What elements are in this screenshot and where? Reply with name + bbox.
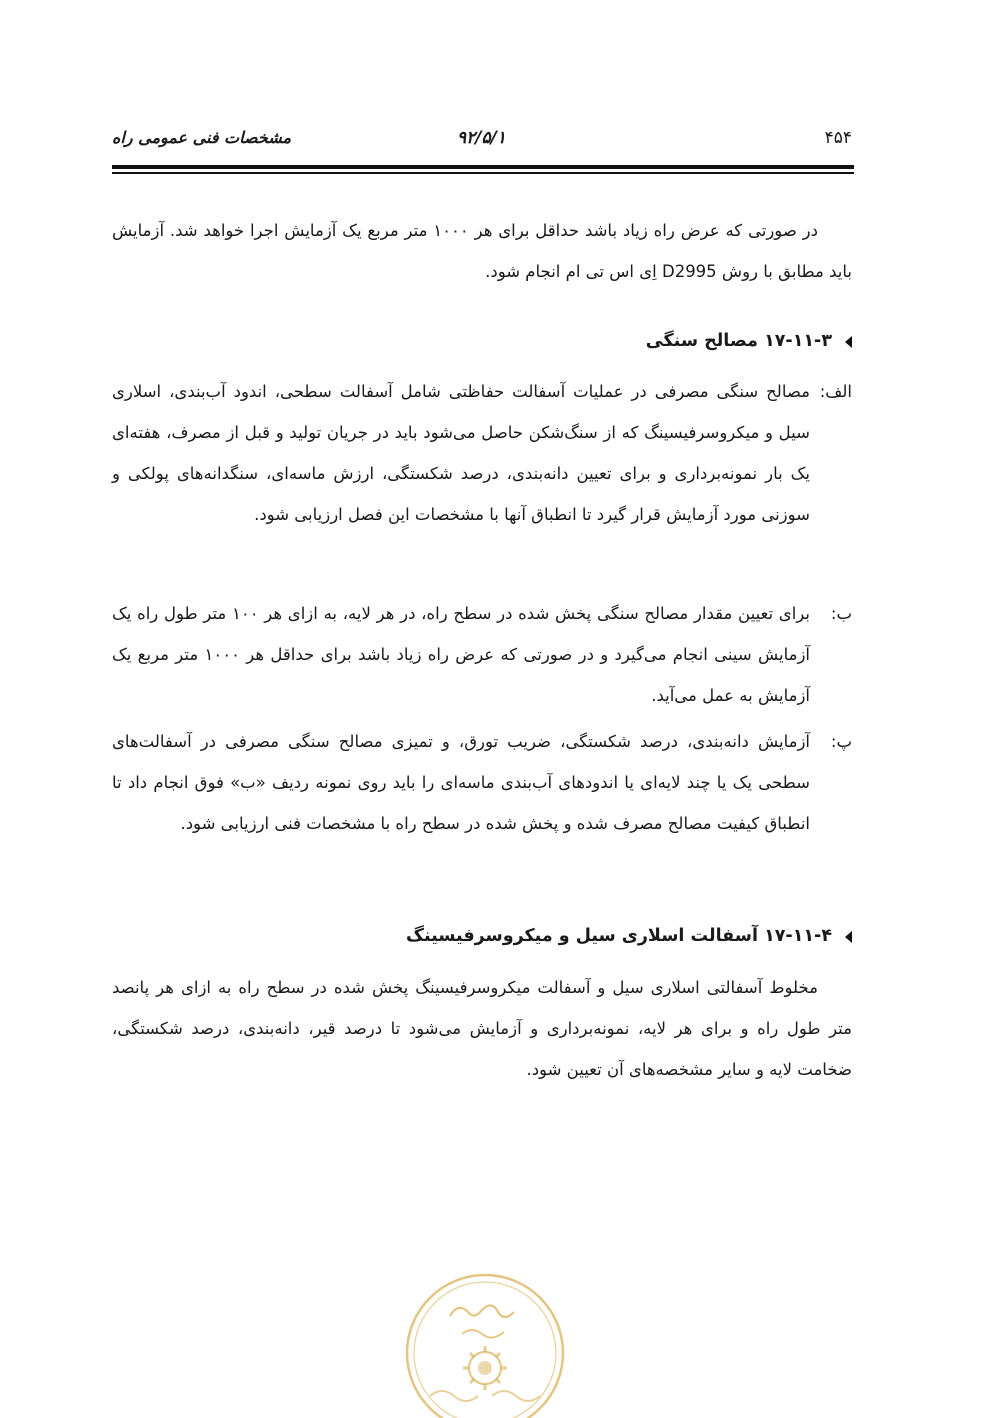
publisher-seal-icon — [400, 1268, 570, 1418]
section-heading-aggregates — [112, 326, 852, 356]
document-code: ۹۲/۵/۱ — [457, 128, 506, 148]
section-title: ۱۷-۱۱-۳ مصالح سنگی — [645, 331, 832, 351]
list-item-text: برای تعیین مقدار مصالح سنگی پخش شده در سطح راه، در هر لایه، به ازای هر ۱۰۰ متر طول راه یک آزمایش سینی انجام می‌گیرد و در صورتی که عرض راه زیاد باشد برای حداقل هر ۱۰۰۰ متر مربع یک آزمایش به عمل می‌آید. — [112, 604, 811, 705]
section-heading-slurry-seal — [112, 921, 852, 951]
list-item — [112, 721, 852, 844]
list-item — [112, 371, 852, 535]
list-marker: ب: — [830, 604, 852, 623]
header-rule-thin — [112, 172, 854, 174]
list-item-text: مصالح سنگی مصرفی در عملیات آسفالت حفاظتی شامل آسفالت سطحی، اندود آب‌بندی، اسلاری سیل و میکروسرفیسینگ که از سنگ‌شکن حاصل می‌شود باید در جریان تولید و قبل از مصرف، هفته‌ای یک بار نمونه‌برداری و برای تعیین دانه‌بندی، درصد شکستگی، ارزش ماسه‌ای، سنگدانه‌های پولکی و سوزنی مورد آزمایش قرار گیرد تا انطباق آنها با مشخصات این فصل ارزیابی شود. — [112, 382, 810, 524]
page-number: ۴۵۴ — [824, 128, 852, 148]
slurry-seal-paragraph: مخلوط آسفالتی اسلاری سیل و آسفالت میکروسرفیسینگ پخش شده در سطح راه به ازای هر پانصد متر طول راه و برای هر لایه، نمونه‌برداری و آزمایش می‌شود تا درصد قیر، دانه‌بندی، درصد شکستگی، ضخامت لایه و سایر مشخصه‌های آن تعیین شود. — [112, 978, 852, 1079]
running-title: مشخصات فنی عمومی راه — [112, 128, 292, 147]
intro-paragraph: در صورتی که عرض راه زیاد باشد حداقل برای هر ۱۰۰۰ متر مربع یک آزمایش اجرا خواهد شد. آزمایش باید مطابق با روش D2995 اِی اس تی ام انجام شود. — [112, 221, 852, 281]
triangle-bullet-icon — [842, 931, 852, 941]
list-item — [112, 593, 852, 716]
triangle-bullet-icon — [842, 336, 852, 346]
section-title: ۱۷-۱۱-۴ آسفالت اسلاری سیل و میکروسرفیسینگ — [406, 926, 832, 946]
list-item-text: آزمایش دانه‌بندی، درصد شکستگی، ضریب تورق، و تمیزی مصالح سنگی مصرفی در آسفالت‌های سطحی یک یا چند لایه‌ای یا اندودهای آب‌بندی ماسه‌ای را باید روی نمونه ردیف «ب» فوق انجام داد تا انطباق کیفیت مصالح مصرف شده و پخش شده در سطح راه با مشخصات فنی ارزیابی شود. — [112, 732, 810, 833]
header-rule-thick — [112, 165, 854, 169]
page-header — [112, 128, 852, 160]
list-marker: الف: — [819, 382, 852, 401]
list-marker: پ: — [830, 732, 852, 751]
